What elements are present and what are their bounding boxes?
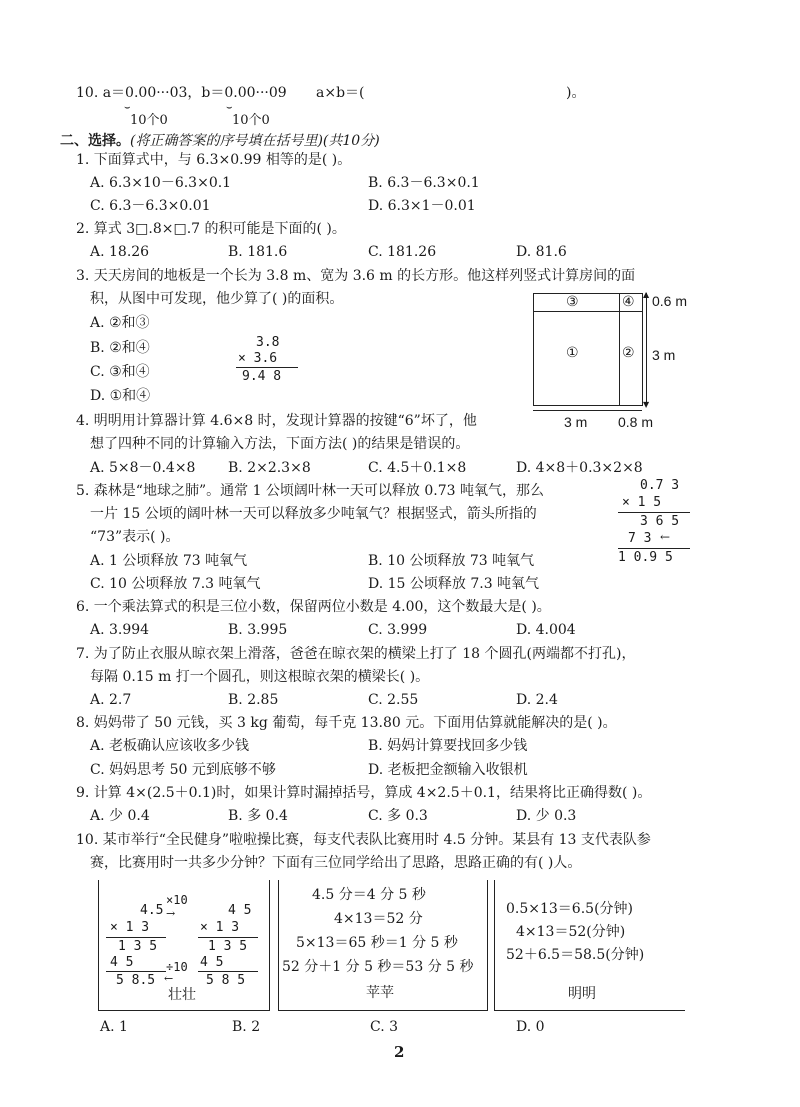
option-a[interactable]: A. ②和③: [90, 315, 150, 331]
q5-calc-rule-2: [618, 548, 690, 549]
arrow-left-icon: ←: [660, 530, 671, 544]
option-b[interactable]: B. 10 公顷释放 73 吨氧气: [368, 553, 535, 569]
option-c[interactable]: C. 3: [370, 1019, 399, 1035]
question-9-stem: 9. 计算 4×(2.5＋0.1)时，如果计算时漏掉括号，算成 4×2.5＋0.1，结果将比正确得数( )。: [76, 785, 652, 801]
question-10-stem-2: 赛，比赛用时一共多少分钟？下面有三位同学给出了思路，思路正确的有( )人。: [90, 855, 582, 871]
option-d[interactable]: D. ①和④: [90, 388, 151, 404]
option-a[interactable]: A. 1: [100, 1019, 128, 1035]
option-d[interactable]: D. 少 0.3: [516, 808, 577, 824]
option-d[interactable]: D. 81.6: [516, 244, 567, 260]
zhuang-a-rule-2: [106, 971, 166, 972]
zhuang-a2: × 1 3: [110, 920, 150, 935]
option-c[interactable]: C. 10 公顷释放 7.3 吨氧气: [90, 576, 261, 592]
option-b[interactable]: B. 6.3－6.3×0.1: [368, 175, 480, 191]
page-number: 2: [394, 1043, 405, 1061]
question-1-stem: 1. 下面算式中，与 6.3×0.99 相等的是( )。: [76, 152, 352, 168]
question-8-stem: 8. 妈妈带了 50 元钱，买 3 kg 葡萄，每千克 13.80 元。下面用估算就能解决的是( )。: [76, 715, 617, 731]
mingming-line-3: 52＋6.5＝58.5(分钟): [506, 947, 645, 963]
pingping-line-3: 5×13＝65 秒＝1 分 5 秒: [296, 935, 458, 951]
option-b[interactable]: B. ②和④: [90, 340, 150, 356]
zeros-b-label: 10个0: [232, 113, 270, 128]
option-b[interactable]: B. 多 0.4: [228, 808, 288, 824]
zhuang-name: 壮壮: [168, 987, 196, 1003]
question-4-stem-2: 想了四种不同的计算输入方法，下面方法( )的结果是错误的。: [90, 436, 470, 452]
option-c[interactable]: C. 多 0.3: [368, 808, 428, 824]
q5-calc-row-5: 1 0.9 5: [618, 550, 673, 565]
zhuang-b-rule-1: [198, 937, 258, 938]
option-a[interactable]: A. 6.3×10－6.3×0.1: [90, 175, 232, 191]
option-b[interactable]: B. 2.85: [228, 692, 279, 708]
section-2-note: (将正确答案的序号填在括号里)(共10分): [130, 133, 380, 149]
q3-calc-row-1: 3.8: [256, 335, 280, 350]
option-c[interactable]: C. 6.3－6.3×0.01: [90, 198, 211, 214]
arrow-up-icon: ▲: [643, 290, 650, 299]
zhuang-b4: 4 5: [200, 955, 224, 970]
option-a[interactable]: A. 少 0.4: [90, 808, 150, 824]
option-c[interactable]: C. ③和④: [90, 364, 150, 380]
option-a[interactable]: A. 老板确认应该收多少钱: [90, 738, 250, 754]
height-dimension-line: [646, 293, 647, 405]
arrow-left-icon: ←: [164, 972, 174, 985]
option-c[interactable]: C. 妈妈思考 50 元到底够不够: [90, 762, 276, 778]
question-3-stem: 3. 天天房间的地板是一个长为 3.8 m、宽为 3.6 m 的长方形。他这样列竖式计算房间的面: [76, 268, 636, 284]
zeros-a-label: 10个0: [130, 113, 168, 128]
question-2-stem: 2. 算式 3□.8×□.7 的积可能是下面的( )。: [76, 221, 346, 237]
option-c[interactable]: C. 3.999: [368, 622, 428, 638]
room-divider-v: [619, 293, 620, 405]
pingping-name: 苹苹: [366, 985, 394, 1001]
question-7-stem: 7. 为了防止衣服从晾衣架上滑落，爸爸在晾衣架的横梁上打了 18 个圆孔(两端都不打孔)，: [76, 646, 636, 662]
option-b[interactable]: B. 181.6: [228, 244, 288, 260]
fill-question-10: 10. a＝0.00···03，b＝0.00···09: [76, 85, 287, 101]
arrow-right-icon: →: [166, 907, 176, 920]
option-a[interactable]: A. 5×8－0.4×8: [90, 460, 196, 476]
zhuang-a1: 4.5: [140, 903, 164, 918]
question-5-stem: 5. 森林是“地球之肺”。通常 1 公顷阔叶林一天可以释放 0.73 吨氧气，那么: [76, 483, 545, 499]
bottom-0.8-label: 0.8 m: [618, 414, 654, 430]
q5-calc-row-3: 3 6 5: [640, 514, 680, 529]
fill-question-10-product: a×b＝(: [316, 85, 365, 101]
option-a[interactable]: A. 18.26: [90, 244, 150, 260]
pingping-line-2: 4×13＝52 分: [334, 911, 423, 927]
zhuang-a5: 5 8.5: [116, 973, 156, 988]
brace-b-mark: ⌣: [226, 102, 233, 113]
pingping-line-1: 4.5 分＝4 分 5 秒: [312, 887, 426, 903]
zhuang-b5: 5 8 5: [206, 973, 246, 988]
option-d[interactable]: D. 0: [516, 1019, 545, 1035]
pingping-line-4: 52 分＋1 分 5 秒＝53 分 5 秒: [282, 959, 474, 975]
q3-calc-row-2: × 3.6: [238, 351, 278, 366]
width-0.6-label: 0.6 m: [652, 293, 688, 309]
section-2-heading: [60, 130, 380, 150]
option-b[interactable]: B. 妈妈计算要找回多少钱: [368, 738, 528, 754]
question-10-stem: 10. 某市举行“全民健身”啦啦操比赛，每支代表队比赛用时 4.5 分钟。某县有 13 支代表队参: [76, 832, 651, 848]
option-b[interactable]: B. 2×2.3×8: [228, 460, 311, 476]
question-4-stem: 4. 明明用计算器计算 4.6×8 时，发现计算器的按键“6”坏了，他: [76, 413, 477, 429]
region-3-label: ③: [566, 294, 579, 310]
option-b[interactable]: B. 2: [232, 1019, 261, 1035]
option-d[interactable]: D. 4.004: [516, 622, 576, 638]
option-a[interactable]: A. 2.7: [90, 692, 132, 708]
q5-calc-row-2: × 1 5: [622, 495, 662, 510]
question-5-stem-3: “73”表示( )。: [90, 529, 180, 545]
fill-question-10-close: )。: [566, 85, 586, 101]
brace-a-mark: ⌣: [124, 102, 131, 113]
option-d[interactable]: D. 6.3×1－0.01: [368, 198, 476, 214]
q3-calc-row-3: 9.4 8: [242, 369, 282, 384]
zhuang-a3: 1 3 5: [118, 939, 158, 954]
option-b[interactable]: B. 3.995: [228, 622, 288, 638]
option-d[interactable]: D. 4×8＋0.3×2×8: [516, 460, 643, 476]
zhuang-a4: 4 5: [110, 955, 134, 970]
region-4-label: ④: [622, 294, 635, 310]
section-2-title: 二、选择。: [60, 133, 130, 149]
question-5-stem-2: 一片 15 公顷的阔叶林一天可以释放多少吨氧气？根据竖式，箭头所指的: [90, 506, 537, 522]
q3-calc-rule: [236, 367, 298, 368]
option-a[interactable]: A. 3.994: [90, 622, 150, 638]
zhuang-x10: ×10: [166, 893, 188, 907]
option-a[interactable]: A. 1 公顷释放 73 吨氧气: [90, 553, 248, 569]
mingming-line-2: 4×13＝52(分钟): [516, 924, 626, 940]
region-1-label: ①: [566, 345, 579, 361]
mingming-line-1: 0.5×13＝6.5(分钟): [506, 901, 633, 917]
zhuang-b3: 1 3 5: [208, 939, 248, 954]
q5-calc-row-1: 0.7 3: [640, 478, 680, 493]
question-6-stem: 6. 一个乘法算式的积是三位小数，保留两位小数是 4.00，这个数最大是( )。: [76, 599, 551, 615]
q5-calc-rule-1: [618, 512, 690, 513]
option-d[interactable]: D. 15 公顷释放 7.3 吨氧气: [368, 576, 540, 592]
mingming-name: 明明: [568, 986, 596, 1002]
option-c[interactable]: C. 181.26: [368, 244, 437, 260]
zhuang-a-rule-1: [106, 937, 166, 938]
room-divider-h: [533, 311, 642, 312]
zhuang-b2: × 1 3: [200, 920, 240, 935]
option-d[interactable]: D. 2.4: [516, 692, 558, 708]
bottom-3-label: 3 m: [564, 414, 588, 430]
bottom-dimension-line: [533, 410, 642, 411]
question-3-stem-2: 积，从图中可发现，他少算了( )的面积。: [90, 291, 344, 307]
question-7-stem-2: 每隔 0.15 m 打一个圆孔，则这根晾衣架的横梁长( )。: [90, 669, 430, 685]
option-c[interactable]: C. 2.55: [368, 692, 419, 708]
option-c[interactable]: C. 4.5＋0.1×8: [368, 460, 467, 476]
region-2-label: ②: [622, 345, 635, 361]
zhuang-b-rule-2: [198, 971, 258, 972]
zhuang-d10: ÷10: [166, 960, 188, 974]
arrow-down-icon: ▼: [643, 400, 650, 409]
q5-calc-row-4: 7 3: [628, 531, 652, 546]
zhuang-b1: 4 5: [228, 903, 252, 918]
height-3-label: 3 m: [652, 347, 676, 363]
option-d[interactable]: D. 老板把金额输入收银机: [368, 762, 528, 778]
